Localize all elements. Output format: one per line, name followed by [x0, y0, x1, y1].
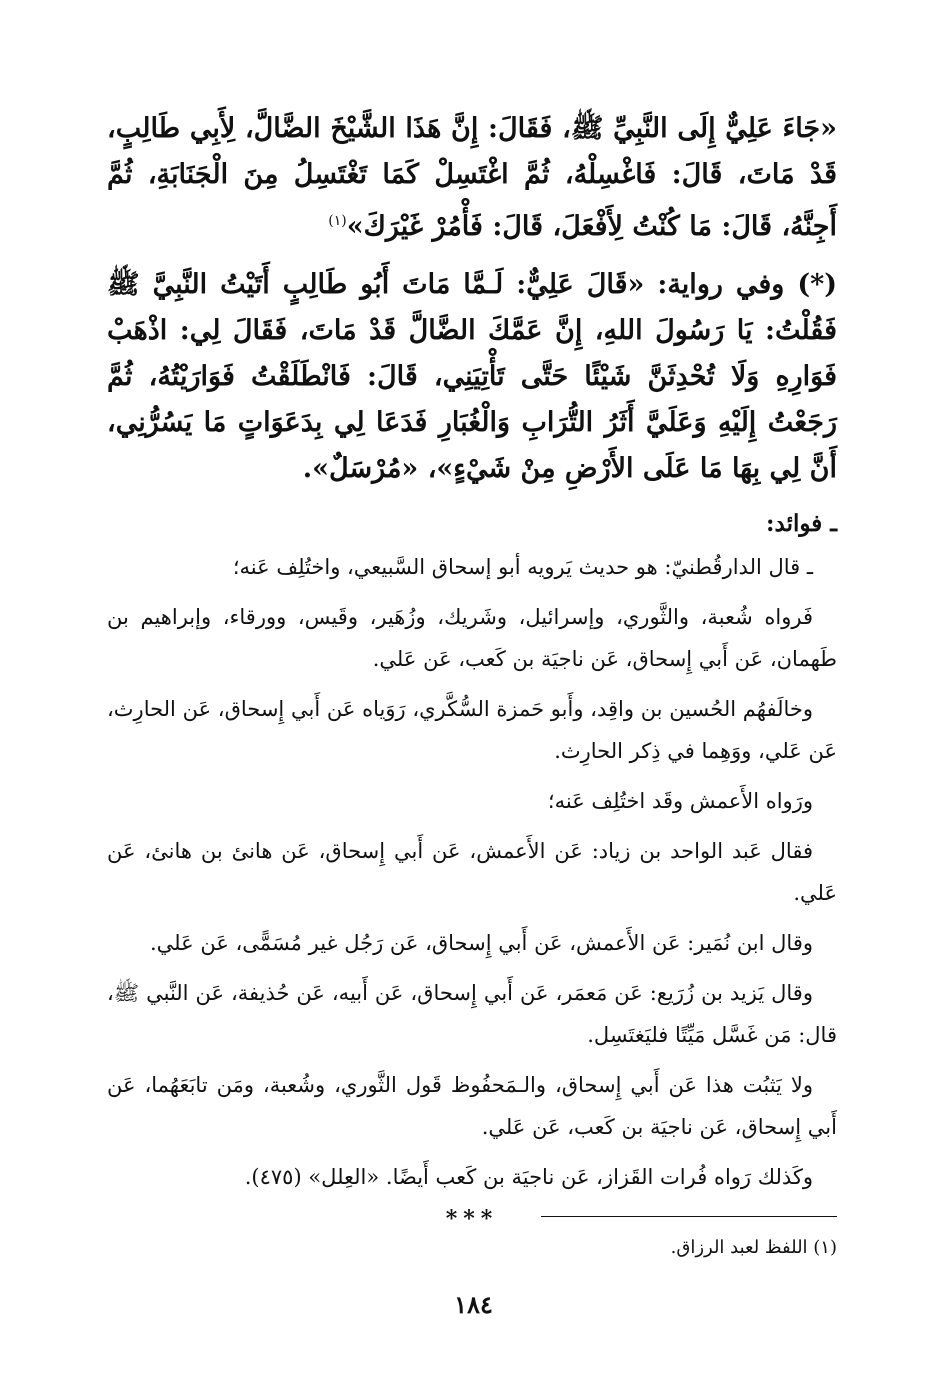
- main-text: [107, 106, 837, 1232]
- page-number: ١٨٤: [454, 1290, 493, 1319]
- footnote-reference: (١): [328, 213, 347, 229]
- hadith-text: «جَاءَ عَلِيٌّ إِلَى النَّبِيِّ ﷺ، فَقَالَ: إِنَّ هَذَا الشَّيْخَ الضَّالَّ، لِأَبِي طَالِبٍ، قَدْ مَاتَ، قَالَ: فَاغْسِلْهُ، ثُمَّ اغْتَسِلْ كَمَا تَغْتَسِلُ مِنَ الْجَنَابَةِ، ثُمَّ أَجِنَّهُ، قَالَ: مَا كُنْتُ لِأَفْعَلَ، قَالَ: فَأْمُرْ غَيْرَكَ»: [107, 113, 837, 242]
- commentary-paragraph: فَرواه شُعبة، والثَّوري، وإسرائيل، وشَريك، وزُهَير، وقَيس، وورقاء، وإبراهيم بن طَهمان، عَن أَبي إِسحاق، عَن ناجيَة بن كَعب، عَن عَلي.: [107, 605, 837, 671]
- riwaya-paragraph: (*) وفي رواية: «قَالَ عَلِيٌّ: لَـمَّا مَاتَ أَبُو طَالِبٍ أَتَيْتُ النَّبِيَّ ﷺ فَقُلْتُ: يَا رَسُولَ اللهِ، إِنَّ عَمَّكَ الضَّالَّ قَدْ مَاتَ، فَقَالَ لِي: اذْهَبْ فَوَارِهِ وَلَا تُحْدِثَنَّ شَيْئًا حَتَّى تَأْتِيَنِي، قَالَ: فَانْطَلَقْتُ فَوَارَيْتُهُ، ثُمَّ رَجَعْتُ إِلَيْهِ وَعَلَيَّ أَثَرُ التُّرَابِ وَالْغُبَارِ فَدَعَا لِي بِدَعَوَاتٍ مَا يَسُرُّنِي، أَنَّ لِي بِهَا مَا عَلَى الأَرْضِ مِنْ شَيْءٍ»، «مُرْسَلٌ».: [107, 269, 837, 484]
- commentary-paragraph: فقال عَبد الواحد بن زياد: عَن الأَعمش، عَن أَبي إِسحاق، عَن هانئ بن هانئ، عَن عَلي.: [107, 839, 837, 905]
- commentary-paragraph: وكَذلك رَواه فُرات القَزاز، عَن ناجيَة بن كَعب أَيضًا. «العِلل» (٤٧٥).: [244, 1165, 813, 1189]
- footnote: (١) اللفظ لعبد الرزاق.: [670, 1237, 837, 1258]
- commentary-paragraph: وقال ابن نُمَير: عَن الأَعمش، عَن أَبي إِسحاق، عَن رَجُل غير مُسَمًّى، عَن عَلي.: [150, 931, 813, 955]
- commentary-paragraph: ـ قال الدارقُطنيّ: هو حديث يَرويه أبو إسحاق السَّبيعي، واختُلِف عَنه؛: [232, 555, 813, 579]
- section-separator: ***: [445, 1206, 499, 1232]
- footnote-divider: [541, 1216, 837, 1217]
- commentary-paragraph: ولا يَثبُت هذا عَن أَبي إِسحاق، والـمَحفُوظ قَول الثَّوري، وشُعبة، ومَن تابَعَهُما، عَن أَبي إِسحاق، عَن ناجيَة بن كَعب، عَن عَلي.: [107, 1073, 837, 1139]
- hadith-paragraph: [107, 106, 837, 250]
- commentary-paragraph: وقال يَزيد بن زُرَيع: عَن مَعمَر، عَن أَبي إِسحاق، عَن أَبيه، عَن حُذيفة، عَن النَّبي ﷺ، قال: مَن غَسَّل مَيِّتًا فليَغتَسِل.: [107, 981, 837, 1047]
- fawaid-heading: ـ فوائد:: [766, 510, 837, 537]
- commentary-paragraph: ورَواه الأَعمش وقَد اختُلِف عَنه؛: [547, 789, 813, 813]
- commentary-paragraph: وخالَفهُم الحُسين بن واقِد، وأَبو حَمزة السُّكَّري، رَوَياه عَن أَبي إِسحاق، عَن الحارِث، عَن عَلي، ووَهِما في ذِكر الحارِث.: [107, 697, 837, 763]
